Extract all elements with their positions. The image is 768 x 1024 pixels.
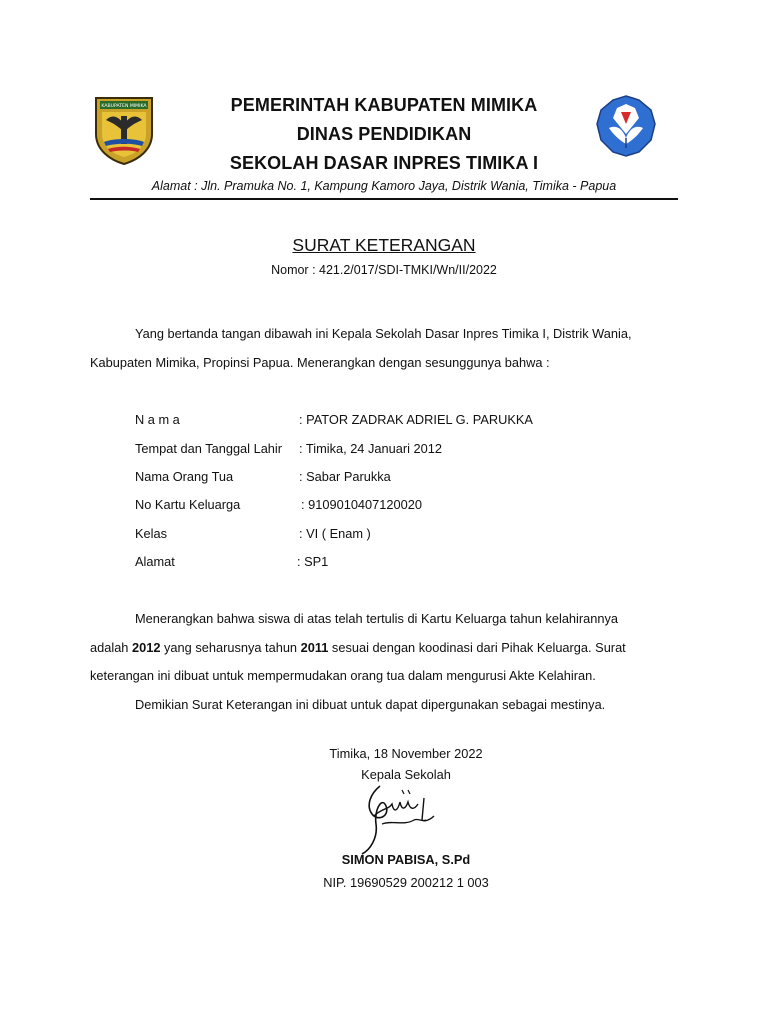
letter-number: Nomor : 421.2/017/SDI-TMKI/Wn/II/2022 — [271, 263, 497, 277]
field-label-name: N a m a — [135, 412, 180, 427]
field-value-family-card: : 9109010407120020 — [301, 497, 422, 512]
header-address: Alamat : Jln. Pramuka No. 1, Kampung Kamoro Jaya, Distrik Wania, Timika - Papua — [151, 179, 617, 193]
intro-line-1: Yang bertanda tangan dibawah ini Kepala Sekolah Dasar Inpres Timika I, Distrik Wania, — [135, 326, 632, 341]
recorded-birth-year: 2012 — [131, 640, 161, 655]
field-value-address: : SP1 — [297, 554, 329, 569]
signature-place-date: Timika, 18 November 2022 — [329, 746, 483, 761]
actual-birth-year: 2011 — [300, 640, 329, 655]
field-label-family-card: No Kartu Keluarga — [135, 497, 241, 512]
field-label-birth: Tempat dan Tanggal Lahir — [135, 441, 283, 456]
body-para1-line3: keterangan ini dibuat untuk mempermudakan orang tua dalam mengurusi Akte Kelahiran. — [90, 668, 596, 683]
field-value-birth: : Timika, 24 Januari 2012 — [299, 441, 442, 456]
signer-nip: NIP. 19690529 200212 1 003 — [323, 875, 489, 890]
signature-position: Kepala Sekolah — [361, 767, 451, 782]
field-value-parent: : Sabar Parukka — [299, 469, 391, 484]
header-government: PEMERINTAH KABUPATEN MIMIKA — [230, 95, 538, 115]
svg-text:KABUPATEN MIMIKA: KABUPATEN MIMIKA — [101, 104, 147, 109]
field-value-class: : VI ( Enam ) — [299, 526, 371, 541]
body-para2: Demikian Surat Keterangan ini dibuat untuk dapat dipergunakan sebagai mestinya. — [135, 697, 606, 712]
field-value-name: : PATOR ZADRAK ADRIEL G. PARUKKA — [299, 412, 533, 427]
handwritten-signature — [352, 780, 442, 858]
header-school: SEKOLAH DASAR INPRES TIMIKA I — [229, 153, 539, 173]
letterhead-divider — [90, 198, 678, 200]
letter-title: SURAT KETERANGAN — [292, 235, 476, 255]
intro-line-2: Kabupaten Mimika, Propinsi Papua. Menerangkan dengan sesunggunya bahwa : — [90, 355, 550, 370]
body-para1-line1: Menerangkan bahwa siswa di atas telah tertulis di Kartu Keluarga tahun kelahirannya — [135, 611, 619, 626]
header-department: DINAS PENDIDIKAN — [296, 124, 472, 144]
body-para1-line2: adalah 2012 yang seharusnya tahun 2011 sesuai dengan koodinasi dari Pihak Keluarga. Surat — [90, 640, 626, 655]
field-label-address: Alamat — [135, 554, 175, 569]
kabupaten-mimika-emblem-icon — [92, 94, 156, 166]
field-label-parent: Nama Orang Tua — [135, 469, 234, 484]
field-label-class: Kelas — [135, 526, 168, 541]
signer-name: SIMON PABISA, S.Pd — [341, 852, 471, 867]
